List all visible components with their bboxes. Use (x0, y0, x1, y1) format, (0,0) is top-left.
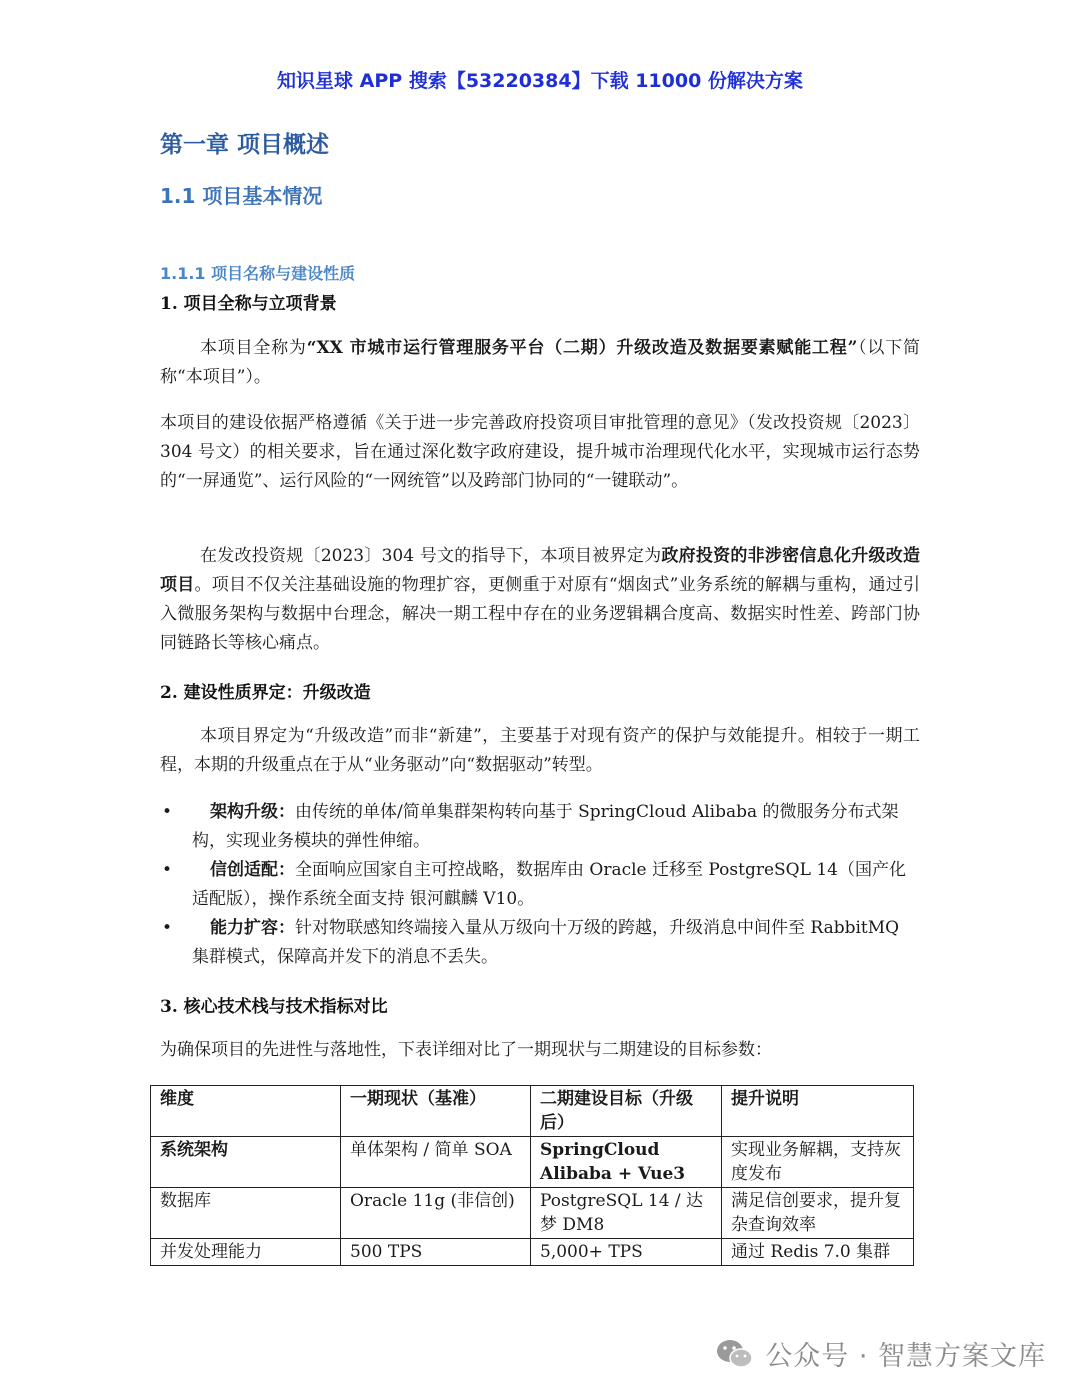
section-title: 1.1 项目基本情况 (160, 184, 323, 208)
item1-paragraph-3 (160, 542, 920, 658)
wechat-icon (715, 1337, 755, 1371)
table-row (151, 1188, 914, 1239)
bullet-dot-icon: • (161, 860, 173, 880)
banner-header: 知识星球 APP 搜索【53220384】下载 11000 份解决方案 (277, 70, 803, 92)
bullet-item (160, 914, 920, 972)
p3-bold: 政府投资的非涉密信息化升级改造项目 (160, 546, 920, 595)
comparison-table (150, 1085, 914, 1266)
p3-prefix: 在发改投资规〔2023〕304 号文的指导下，本项目被界定为 (200, 546, 662, 566)
table-cell: 500 TPS (341, 1239, 531, 1266)
table-row (151, 1239, 914, 1266)
item3-heading: 3. 核心技术栈与技术指标对比 (160, 997, 388, 1017)
item2-paragraph-1: 本项目界定为“升级改造”而非“新建”，主要基于对现有资产的保护与效能提升。相较于一期工程，本期的升级重点在于从“业务驱动”向“数据驱动”转型。 (160, 726, 920, 775)
item3-paragraph-1: 为确保项目的先进性与落地性，下表详细对比了一期现状与二期建设的目标参数： (160, 1040, 772, 1060)
table-cell: 单体架构 / 简单 SOA (341, 1137, 531, 1188)
wechat-watermark (715, 1334, 1046, 1373)
item1-heading: 1. 项目全称与立项背景 (160, 294, 337, 314)
bullet-item (160, 798, 920, 856)
table-header-cell: 一期现状（基准） (341, 1086, 531, 1137)
bullet-text: 由传统的单体/简单集群架构转向基于 SpringCloud Alibaba 的微服务分布式架构，实现业务模块的弹性伸缩。 (192, 802, 899, 851)
bullet-text: 全面响应国家自主可控战略，数据库由 Oracle 迁移至 PostgreSQL 14（国产化适配版），操作系统全面支持 银河麒麟 V10。 (192, 860, 906, 909)
table-row (151, 1137, 914, 1188)
project-full-name: “XX 市城市运行管理服务平台（二期）升级改造及数据要素赋能工程” (306, 338, 858, 358)
table-cell: 5,000+ TPS (531, 1239, 722, 1266)
bullet-lead: 架构升级： (210, 802, 295, 822)
bullet-dot-icon: • (161, 802, 173, 822)
bullet-text: 针对物联感知终端接入量从万级向十万级的跨越，升级消息中间件至 RabbitMQ 集群模式，保障高并发下的消息不丢失。 (192, 918, 900, 967)
item2-heading: 2. 建设性质界定：升级改造 (160, 683, 371, 703)
p1-prefix: 本项目全称为 (200, 338, 307, 358)
bullet-lead: 能力扩容： (210, 918, 295, 938)
subsection-title: 1.1.1 项目名称与建设性质 (160, 264, 356, 283)
table-cell: 并发处理能力 (151, 1239, 341, 1266)
table-header-cell: 维度 (151, 1086, 341, 1137)
p3-suffix: 。项目不仅关注基础设施的物理扩容，更侧重于对原有“烟囱式”业务系统的解耦与重构，通过引入微服务架构与数据中台理念，解决一期工程中存在的业务逻辑耦合度高、数据实时性差、跨部门协同链路长等核心痛点。 (160, 575, 920, 653)
table-cell: PostgreSQL 14 / 达梦 DM8 (531, 1188, 722, 1239)
bullet-dot-icon: • (161, 918, 173, 938)
table-cell: 通过 Redis 7.0 集群 (722, 1239, 914, 1266)
item1-paragraph-1 (160, 334, 920, 392)
watermark-text: 公众号 · 智慧方案文库 (765, 1341, 1046, 1372)
table-cell: 系统架构 (151, 1137, 341, 1188)
bullet-lead: 信创适配： (210, 860, 295, 880)
table-cell: SpringCloud Alibaba + Vue3 (531, 1137, 722, 1188)
p1-suffix: （以下简称“本项目”）。 (160, 338, 921, 387)
table-cell: 满足信创要求，提升复杂查询效率 (722, 1188, 914, 1239)
bullet-list (160, 798, 920, 972)
item1-paragraph-2: 本项目的建设依据严格遵循《关于进一步完善政府投资项目审批管理的意见》（发改投资规〔2023〕304 号文）的相关要求，旨在通过深化数字政府建设，提升城市治理现代化水平，实现城市运行态势的“一屏通览”、运行风险的“一网统管”以及跨部门协同的“一键联动”。 (160, 413, 920, 491)
table-header-cell: 二期建设目标（升级后） (531, 1086, 722, 1137)
table-cell: Oracle 11g (非信创) (341, 1188, 531, 1239)
table-cell: 数据库 (151, 1188, 341, 1239)
chapter-title: 第一章 项目概述 (160, 132, 330, 158)
table-cell: 实现业务解耦，支持灰度发布 (722, 1137, 914, 1188)
bullet-item (160, 856, 920, 914)
table-header-cell: 提升说明 (722, 1086, 914, 1137)
table-header-row (151, 1086, 914, 1137)
